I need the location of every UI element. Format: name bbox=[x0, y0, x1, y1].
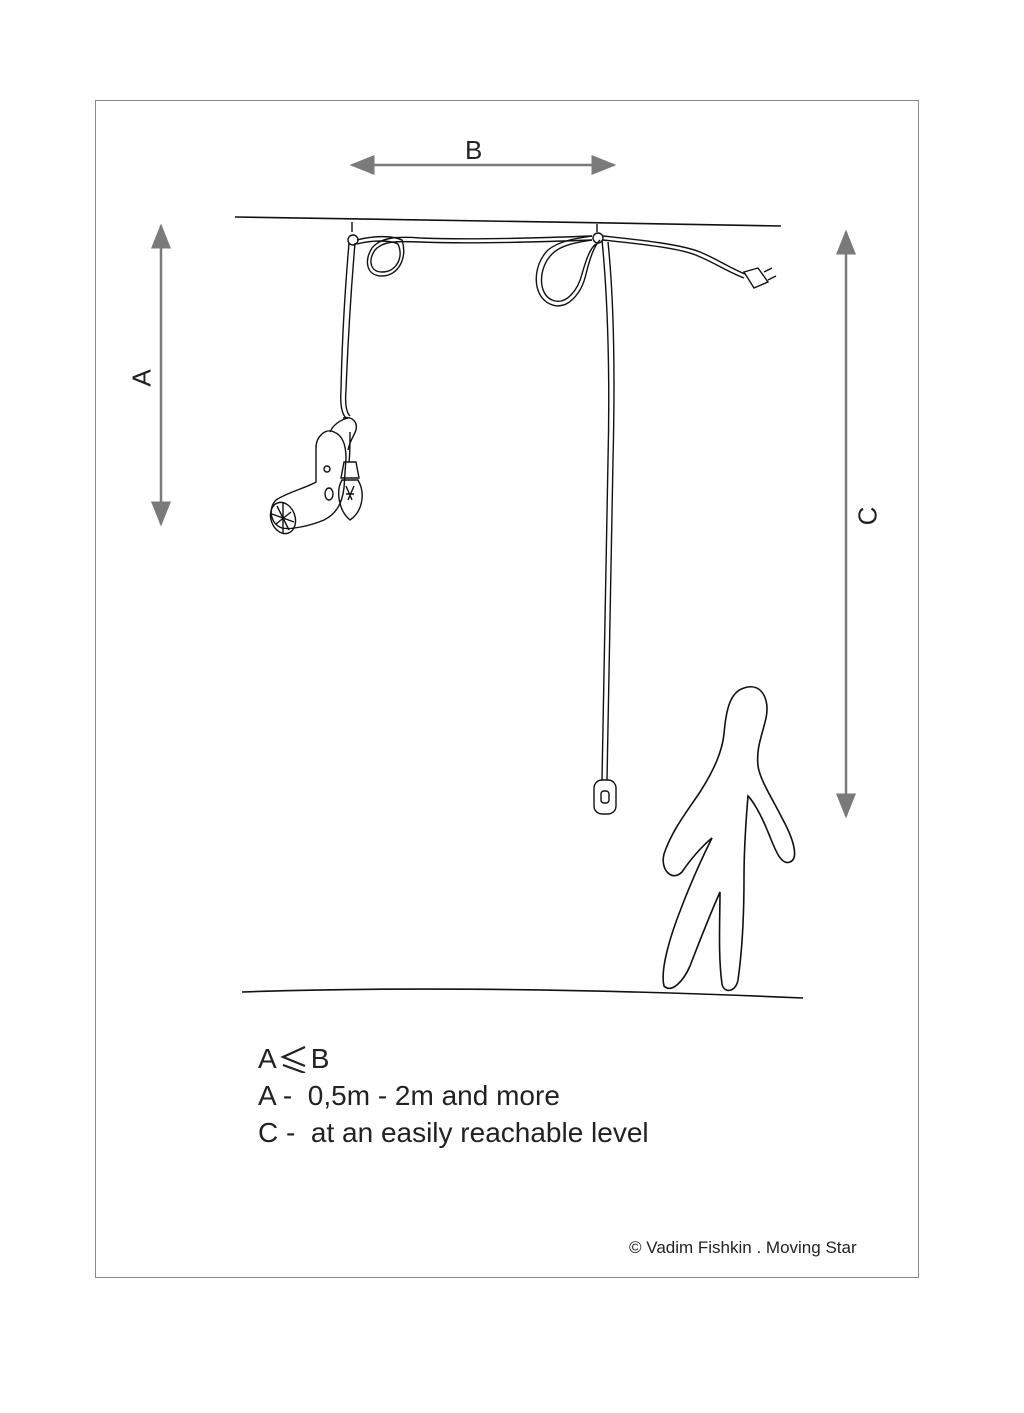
legend-notes bbox=[258, 1040, 649, 1151]
copyright-credit: © Vadim Fishkin . Moving Star bbox=[629, 1238, 857, 1257]
relation-row bbox=[258, 1040, 649, 1077]
right-cable-loop bbox=[536, 236, 600, 306]
person-figure bbox=[663, 687, 794, 991]
floor-line bbox=[242, 989, 803, 998]
power-plug-icon bbox=[744, 268, 776, 288]
legend-line-c: C - at an easily reachable level bbox=[258, 1117, 649, 1148]
plug-cable bbox=[603, 236, 745, 278]
dimension-label-a: A bbox=[126, 369, 157, 387]
left-cable-loop bbox=[357, 236, 592, 276]
left-ceiling-hook bbox=[348, 222, 358, 245]
less-than-or-equal-icon bbox=[277, 1043, 311, 1073]
relation-left: A bbox=[258, 1043, 277, 1074]
dimension-label-c: C bbox=[852, 506, 883, 526]
cord-switch-icon bbox=[594, 780, 616, 814]
dimension-label-b: B bbox=[465, 135, 483, 165]
ceiling-line bbox=[235, 217, 781, 226]
light-bulb-icon bbox=[339, 432, 362, 520]
switch-cable bbox=[602, 240, 614, 780]
legend-line-a: A - 0,5m - 2m and more bbox=[258, 1080, 560, 1111]
hair-dryer-cable bbox=[341, 243, 355, 418]
relation-right: B bbox=[310, 1043, 330, 1074]
